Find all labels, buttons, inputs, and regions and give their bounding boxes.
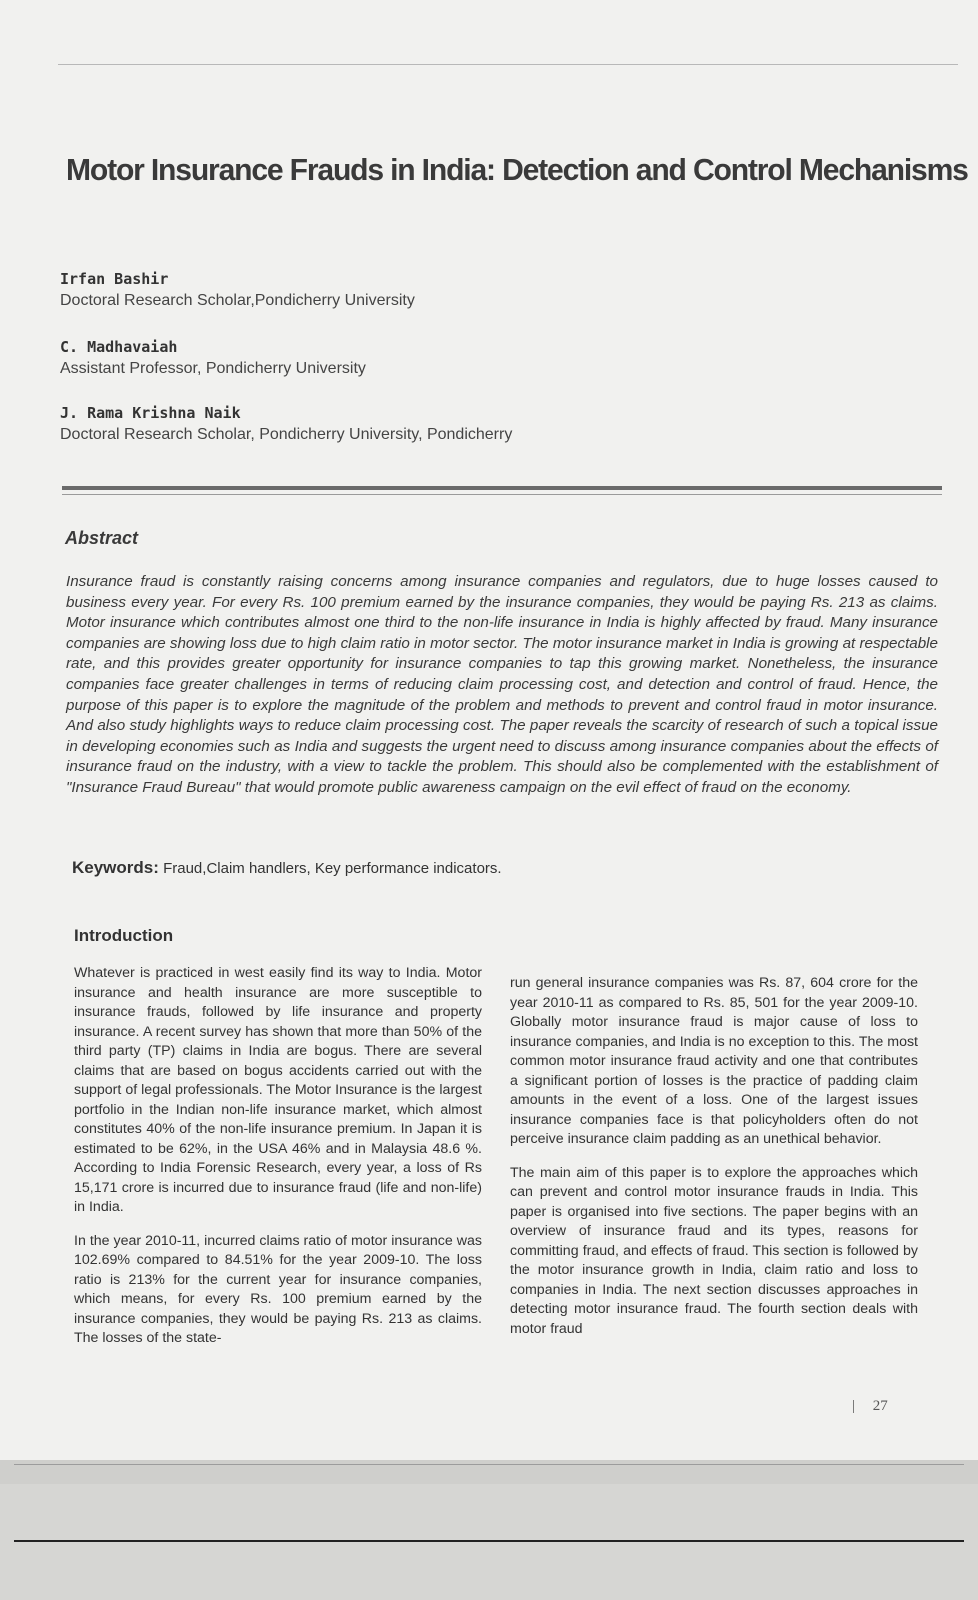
page-number-value: 27 (872, 1398, 888, 1414)
introduction-heading: Introduction (74, 926, 174, 945)
left-column (74, 964, 482, 1363)
abstract-text: Insurance fraud is constantly raising concerns among insurance companies and regulators, due to huge losses caused to business every year. For every Rs. 100 premium earned by the insurance companies, they would be paying Rs. 213 as claims. Motor insurance which contributes almost one third to the non-life insurance in India is highly affected by fraud. Many insurance companies are showing loss due to high claim ratio in motor sector. The motor insurance market in India is growing at respectable rate, and this provides greater opportunity for insurance companies to tap this growing market. Nonetheless, the insurance companies face greater challenges in terms of reducing claim processing cost, and detection and control of fraud. Hence, the purpose of this paper is to explore the magnitude of the problem and methods to prevent and control fraud in motor insurance. And also study highlights ways to reduce claim processing cost. The paper reveals the scarcity of research of such a topical issue in developing economies such as India and suggests the urgent need to discuss among insurance companies about the effects of insurance fraud on the industry, with a view to tackle the problem. This should also be complemented with the establishment of "Insurance Fraud Bureau" that would promote public awareness campaign on the evil effect of fraud on the economy. (66, 573, 938, 796)
paper-title: Motor Insurance Frauds in India: Detection and Control Mechanisms (66, 152, 968, 187)
section-divider-thin (62, 494, 942, 495)
screen-bottom-area (0, 1484, 978, 1600)
author-affiliation: Doctoral Research Scholar, Pondicherry University, Pondicherry (60, 426, 513, 443)
section-divider (62, 486, 942, 490)
author-block (60, 270, 415, 310)
paragraph: Whatever is practiced in west easily find its way to India. Motor insurance and health insurance are more susceptible to insurance frauds, followed by life insurance and property insurance. A recent survey has shown that more than 50% of the third party (TP) claims in India are bogus. There are several claims that are based on bogus accidents carried out with the support of legal professionals. The Motor Insurance is the largest portfolio in the Indian non-life insurance market, which almost constitutes 40% of the non-life insurance premium. In Japan it is estimated to be 62%, in the USA 46% and in Malaysia 48.6 %. According to India Forensic Research, every year, a loss of Rs 15,171 crore is incurred due to insurance fraud (life and non-life) in India. (74, 965, 482, 1215)
keywords-text: Fraud,Claim handlers, Key performance indicators. (163, 860, 502, 877)
paragraph: The main aim of this paper is to explore the approaches which can prevent and control motor insurance frauds in India. This paper is organised into five sections. The paper begins with an overview of insurance fraud and its types, reasons for committing fraud, and effects of fraud. This section is followed by the motor insurance growth in India, claim ratio and loss to companies in India. The next section discusses approaches in detecting motor insurance fraud. The fourth section deals with motor fraud (510, 1164, 918, 1337)
author-affiliation: Doctoral Research Scholar,Pondicherry University (60, 292, 415, 309)
author-block (60, 338, 366, 378)
paragraph: run general insurance companies was Rs. 87, 604 crore for the year 2010-11 as compared to Rs. 85, 501 for the year 2009-10. Globally motor insurance fraud is major cause of loss to insurance companies, and India is no exception to this. The most common motor insurance fraud activity and one that contributes a significant portion of losses is the practice of padding claim amounts in the event of a loss. One of the largest issues insurance companies face is that policyholders often do not perceive insurance claim padding as an unethical behavior. (510, 975, 918, 1147)
header-rule (58, 64, 958, 65)
author-block (60, 404, 512, 444)
abstract-heading: Abstract (65, 528, 139, 548)
author-name: Irfan Bashir (60, 270, 169, 288)
author-affiliation: Assistant Professor, Pondicherry University (60, 360, 366, 377)
right-column (510, 974, 918, 1353)
page-number-separator: | (852, 1398, 856, 1414)
author-name: J. Rama Krishna Naik (60, 404, 241, 422)
screen-bottom-line (14, 1540, 964, 1542)
page-bottom-rule (14, 1464, 964, 1465)
keywords-label: Keywords: (72, 858, 159, 877)
author-name: C. Madhavaiah (60, 338, 178, 356)
page-number (852, 1398, 888, 1415)
keywords-line (72, 858, 502, 878)
paragraph: In the year 2010-11, incurred claims ratio of motor insurance was 102.69% compared to 84.51% for the year 2009-10. The loss ratio is 213% for the current year for insurance companies, which means, for every Rs. 100 premium earned by the insurance companies, they would be paying Rs. 213 as claims. The losses of the state- (74, 1232, 482, 1346)
